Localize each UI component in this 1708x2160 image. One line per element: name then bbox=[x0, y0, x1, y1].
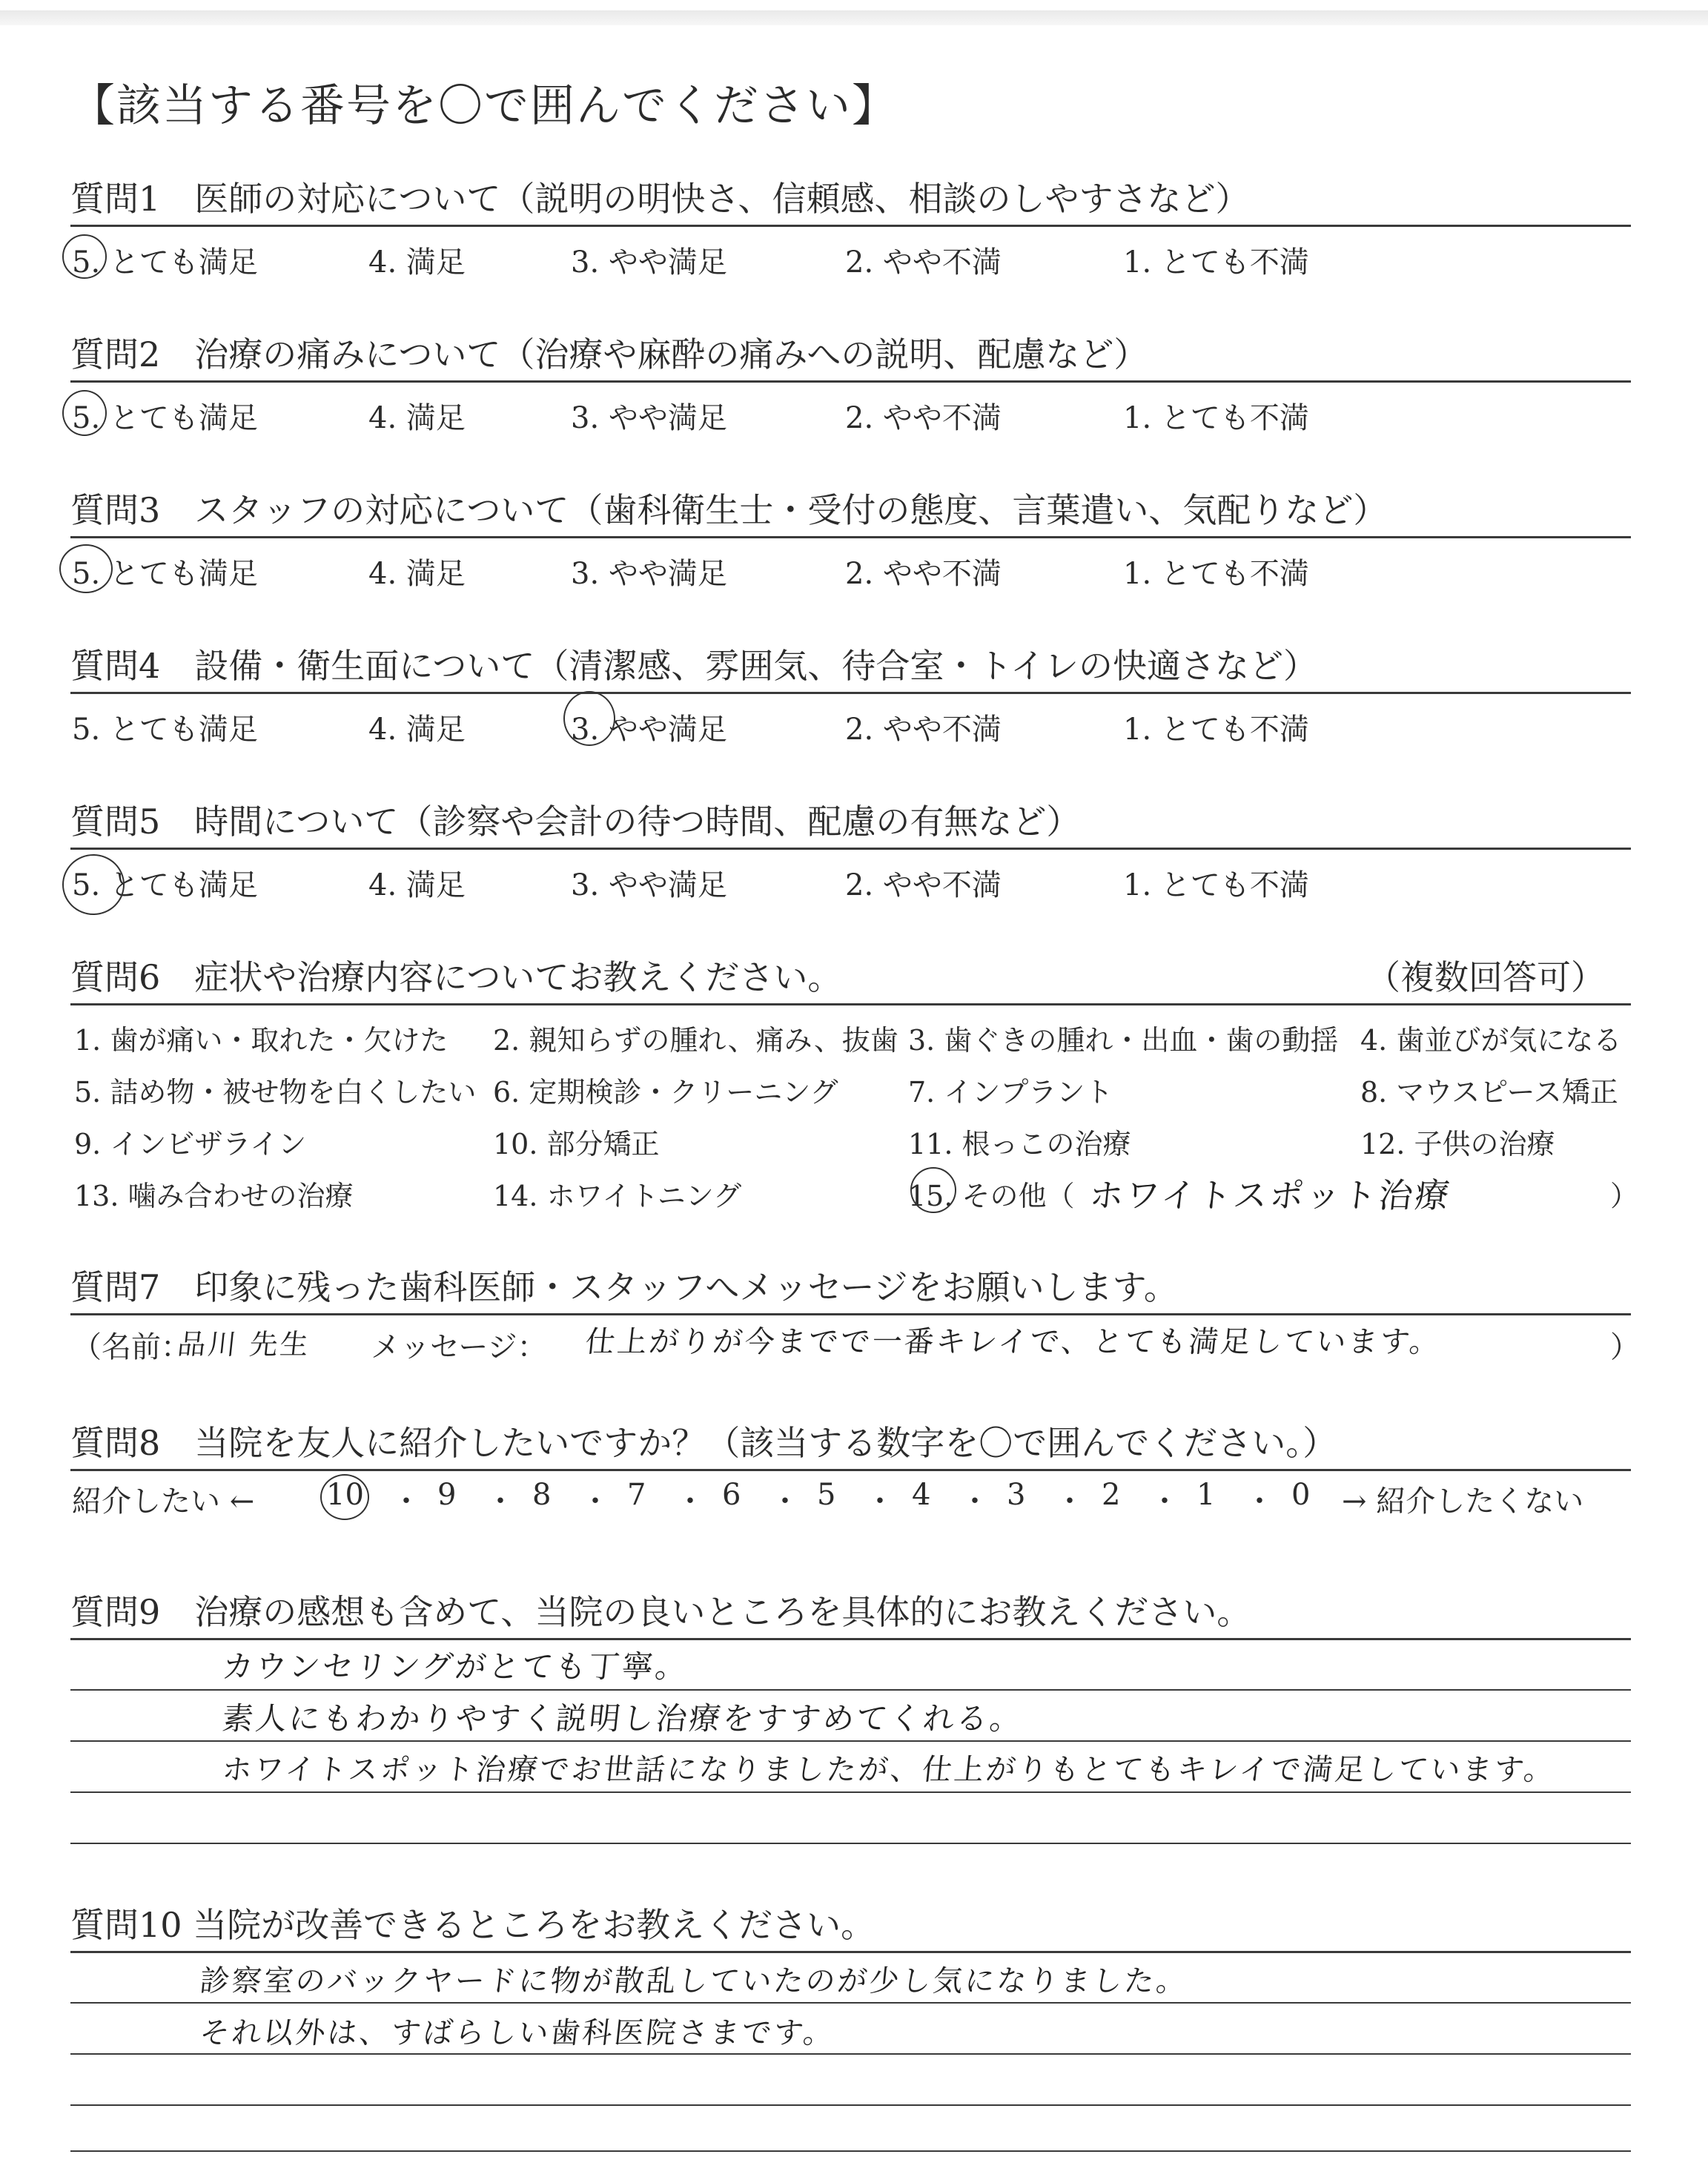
q8-dot: ・ bbox=[865, 1484, 895, 1519]
q5-option-4[interactable]: 4. 満足 bbox=[368, 868, 466, 902]
q6-item-10[interactable]: 10. 部分矯正 bbox=[493, 1128, 660, 1160]
q6-other-text: ホワイトスポット治療 bbox=[1087, 1175, 1454, 1215]
q2-option-3[interactable]: 3. やや満足 bbox=[571, 401, 727, 435]
q6-item-3[interactable]: 3. 歯ぐきの腫れ・出血・歯の動揺 bbox=[908, 1024, 1339, 1057]
q4-option-4[interactable]: 4. 満足 bbox=[368, 713, 466, 747]
q2-option-2[interactable]: 2. やや不満 bbox=[845, 401, 1002, 435]
q8-scale-4[interactable]: 4 bbox=[912, 1478, 931, 1512]
question-8-title: 質問8 当院を友人に紹介したいですか？（該当する数字を〇で囲んでください。） bbox=[70, 1423, 1337, 1463]
question-1-title: 質問1 医師の対応について（説明の明快さ、信頼感、相談のしやすさなど） bbox=[70, 179, 1250, 219]
q4-option-3[interactable]: 3. やや満足 bbox=[571, 713, 727, 747]
q8-dot: ・ bbox=[486, 1484, 515, 1519]
q8-scale-6[interactable]: 6 bbox=[722, 1478, 741, 1512]
q1-selection-circle bbox=[62, 234, 107, 279]
q8-left-label: 紹介したい ← bbox=[72, 1484, 255, 1519]
answer-line bbox=[70, 2150, 1631, 2152]
q10-answer-line-2: それ以外は、すばらしい歯科医院さまです。 bbox=[198, 2016, 837, 2050]
q6-item-6[interactable]: 6. 定期検診・クリーニング bbox=[493, 1076, 838, 1109]
q2-option-1[interactable]: 1. とても不満 bbox=[1123, 401, 1309, 435]
q6-item-1[interactable]: 1. 歯が痛い・取れた・欠けた bbox=[74, 1024, 448, 1057]
q4-option-5[interactable]: 5. とても満足 bbox=[72, 713, 258, 747]
q8-dot: ・ bbox=[675, 1484, 705, 1519]
q8-dot: ・ bbox=[770, 1484, 800, 1519]
question-4-title: 質問4 設備・衛生面について（清潔感、雰囲気、待合室・トイレの快適さなど） bbox=[70, 646, 1318, 686]
q8-right-label: → 紹介したくない bbox=[1342, 1484, 1584, 1519]
q3-option-4[interactable]: 4. 満足 bbox=[368, 557, 466, 591]
q7-name-label: （名前： bbox=[72, 1330, 191, 1364]
question-4-rule bbox=[70, 692, 1631, 694]
scan-edge bbox=[0, 10, 1708, 25]
q8-dot: ・ bbox=[960, 1484, 990, 1519]
answer-line bbox=[70, 1843, 1631, 1844]
question-3-rule bbox=[70, 536, 1631, 538]
q8-dot: ・ bbox=[1055, 1484, 1085, 1519]
answer-line bbox=[70, 2002, 1631, 2004]
answer-line bbox=[70, 2104, 1631, 2106]
q6-item-13[interactable]: 13. 噛み合わせの治療 bbox=[74, 1180, 354, 1212]
q4-selection-circle bbox=[563, 691, 615, 746]
question-5-title: 質問5 時間について（診察や会計の待つ時間、配慮の有無など） bbox=[70, 802, 1081, 842]
question-6-title: 質問6 症状や治療内容についてお教えください。 bbox=[70, 957, 842, 997]
q4-option-1[interactable]: 1. とても不満 bbox=[1123, 713, 1309, 747]
q1-option-3[interactable]: 3. やや満足 bbox=[571, 245, 727, 280]
answer-line bbox=[70, 1740, 1631, 1742]
q6-item-4[interactable]: 4. 歯並びが気になる bbox=[1360, 1024, 1622, 1057]
q8-scale-1[interactable]: 1 bbox=[1196, 1478, 1216, 1512]
answer-line bbox=[70, 2053, 1631, 2055]
q6-item-11[interactable]: 11. 根っこの治療 bbox=[908, 1128, 1131, 1160]
q3-option-5[interactable]: 5. とても満足 bbox=[72, 557, 258, 591]
question-9-rule bbox=[70, 1638, 1631, 1640]
q6-item-5[interactable]: 5. 詰め物・被せ物を白くしたい bbox=[74, 1076, 477, 1109]
q7-message-label: メッセージ： bbox=[371, 1330, 547, 1364]
q8-scale-0[interactable]: 0 bbox=[1291, 1478, 1311, 1512]
q1-option-4[interactable]: 4. 満足 bbox=[368, 245, 466, 280]
answer-line bbox=[70, 1689, 1631, 1691]
form-heading: 【該当する番号を〇で囲んでください】 bbox=[70, 80, 898, 132]
q5-selection-circle bbox=[62, 854, 125, 915]
q1-option-5[interactable]: 5. とても満足 bbox=[72, 245, 258, 280]
q8-dot: ・ bbox=[1150, 1484, 1179, 1519]
q6-item-8[interactable]: 8. マウスピース矯正 bbox=[1360, 1076, 1618, 1109]
q8-scale-9[interactable]: 9 bbox=[437, 1478, 457, 1512]
q6-item-15[interactable]: 15. その他（ bbox=[908, 1180, 1075, 1212]
q6-item-12[interactable]: 12. 子供の治療 bbox=[1360, 1128, 1555, 1160]
question-6-note: （複数回答可） bbox=[1366, 957, 1605, 997]
q6-other-close-paren: ） bbox=[1610, 1180, 1639, 1212]
question-1-rule bbox=[70, 225, 1631, 227]
q7-close-paren: ） bbox=[1610, 1330, 1640, 1364]
q8-dot: ・ bbox=[1245, 1484, 1274, 1519]
q6-item-9[interactable]: 9. インビザライン bbox=[74, 1128, 307, 1160]
question-6-rule bbox=[70, 1003, 1631, 1005]
question-9-title: 質問9 治療の感想も含めて、当院の良いところを具体的にお教えください。 bbox=[70, 1592, 1251, 1632]
q7-name-value: 品川 先生 bbox=[176, 1328, 313, 1361]
question-10-title: 質問10 当院が改善できるところをお教えください。 bbox=[70, 1905, 875, 1945]
q2-option-4[interactable]: 4. 満足 bbox=[368, 401, 466, 435]
q8-scale-7[interactable]: 7 bbox=[627, 1478, 646, 1512]
q5-option-3[interactable]: 3. やや満足 bbox=[571, 868, 727, 902]
q8-dot: ・ bbox=[391, 1484, 421, 1519]
q9-answer-line-2: 素人にもわかりやすく説明し治療をすすめてくれる。 bbox=[220, 1700, 1025, 1737]
q3-option-1[interactable]: 1. とても不満 bbox=[1123, 557, 1309, 591]
question-2-rule bbox=[70, 380, 1631, 383]
question-2-title: 質問2 治療の痛みについて（治療や麻酔の痛みへの説明、配慮など） bbox=[70, 334, 1148, 374]
q8-dot: ・ bbox=[580, 1484, 610, 1519]
q6-item-2[interactable]: 2. 親知らずの腫れ、痛み、抜歯 bbox=[493, 1024, 898, 1057]
q3-selection-circle bbox=[59, 544, 113, 593]
q8-scale-2[interactable]: 2 bbox=[1102, 1478, 1121, 1512]
q10-answer-line-1: 診察室のバックヤードに物が散乱していたのが少し気になりました。 bbox=[198, 1964, 1191, 1998]
q1-option-2[interactable]: 2. やや不満 bbox=[845, 245, 1002, 280]
q6-selection-circle bbox=[910, 1167, 956, 1213]
q8-selection-circle bbox=[320, 1474, 369, 1520]
q5-option-1[interactable]: 1. とても不満 bbox=[1123, 868, 1309, 902]
q8-scale-5[interactable]: 5 bbox=[817, 1478, 836, 1512]
q1-option-1[interactable]: 1. とても不満 bbox=[1123, 245, 1309, 280]
q7-message-value: 仕上がりが今までで一番キレイで、とても満足しています。 bbox=[583, 1325, 1443, 1359]
q9-answer-line-1: カウンセリングがとても丁寧。 bbox=[220, 1648, 691, 1685]
q9-answer-line-3: ホワイトスポット治療でお世話になりましたが、仕上がりもとてもキレイで満足しています。 bbox=[220, 1753, 1558, 1787]
q3-option-2[interactable]: 2. やや不満 bbox=[845, 557, 1002, 591]
question-10-rule bbox=[70, 1951, 1631, 1953]
q6-item-7[interactable]: 7. インプラント bbox=[908, 1076, 1113, 1109]
q5-option-5[interactable]: 5. とても満足 bbox=[72, 868, 258, 902]
q8-scale-10[interactable]: 10 bbox=[326, 1478, 364, 1512]
question-8-rule bbox=[70, 1469, 1631, 1471]
q5-option-2[interactable]: 2. やや不満 bbox=[845, 868, 1002, 902]
q6-item-14[interactable]: 14. ホワイトニング bbox=[493, 1180, 742, 1212]
question-5-rule bbox=[70, 848, 1631, 850]
question-3-title: 質問3 スタッフの対応について（歯科衛生士・受付の態度、言葉遣い、気配りなど） bbox=[70, 490, 1388, 530]
question-7-rule bbox=[70, 1313, 1631, 1315]
q2-option-5[interactable]: 5. とても満足 bbox=[72, 401, 258, 435]
q4-option-2[interactable]: 2. やや不満 bbox=[845, 713, 1002, 747]
question-7-title: 質問7 印象に残った歯科医師・スタッフへメッセージをお願いします。 bbox=[70, 1267, 1178, 1307]
q8-scale-8[interactable]: 8 bbox=[532, 1478, 552, 1512]
q8-scale-3[interactable]: 3 bbox=[1007, 1478, 1026, 1512]
q2-selection-circle bbox=[62, 390, 107, 436]
answer-line bbox=[70, 1791, 1631, 1793]
q3-option-3[interactable]: 3. やや満足 bbox=[571, 557, 727, 591]
